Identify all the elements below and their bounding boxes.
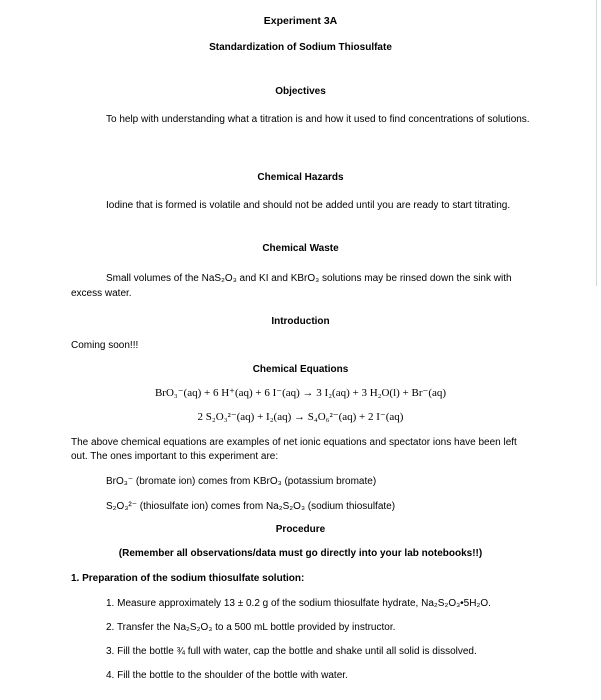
objectives-text: To help with understanding what a titration is and how it used to find concentrations of solutions. [106, 114, 530, 125]
equations-note-line2: out. The ones important to this experiment are: [71, 451, 279, 462]
equation-thiosulfate-iodine: 2 S₂O₃²⁻(aq) + I₂(aq) → S₄O₆²⁻(aq) + 2 I⁻(aq) [197, 411, 404, 423]
document-title: Experiment 3A [263, 15, 338, 27]
procedure-step: 4. Fill the bottle to the shoulder of the bottle with water. [106, 670, 348, 681]
procedure-section-1: 1. Preparation of the sodium thiosulfate solution: [71, 573, 305, 584]
equations-note-line1: The above chemical equations are examples of net ionic equations and spectator ions have been left [71, 437, 517, 448]
waste-heading: Chemical Waste [262, 243, 339, 254]
ion-bromate: BrO₃⁻ (bromate ion) comes from KBrO₃ (potassium bromate) [106, 476, 377, 487]
introduction-text: Coming soon!!! [71, 340, 139, 351]
hazards-text: Iodine that is formed is volatile and should not be added until you are ready to start titrating. [106, 200, 511, 211]
procedure-step: 3. Fill the bottle ¾ full with water, cap the bottle and shake until all solid is dissolved. [106, 646, 477, 657]
waste-text-line1: Small volumes of the NaS₂O₃ and KI and KBrO₃ solutions may be rinsed down the sink with [106, 273, 512, 284]
procedure-step: 1. Measure approximately 13 ± 0.2 g of the sodium thiosulfate hydrate, Na₂S₂O₃•5H₂O. [106, 598, 491, 609]
introduction-heading: Introduction [271, 316, 330, 327]
equation-bromate-iodide: BrO₃⁻(aq) + 6 H⁺(aq) + 6 I⁻(aq) → 3 I₂(aq) + 3 H₂O(l) + Br⁻(aq) [154, 387, 447, 399]
hazards-heading: Chemical Hazards [257, 172, 344, 183]
waste-text-line2: excess water. [71, 288, 132, 299]
objectives-heading: Objectives [275, 86, 326, 97]
document-subtitle: Standardization of Sodium Thiosulfate [209, 42, 392, 53]
equations-heading: Chemical Equations [252, 364, 349, 375]
procedure-step: 2. Transfer the Na₂S₂O₃ to a 500 mL bottle provided by instructor. [106, 622, 396, 633]
procedure-reminder: (Remember all observations/data must go directly into your lab notebooks!!) [118, 548, 483, 559]
procedure-heading: Procedure [275, 524, 326, 535]
ion-thiosulfate: S₂O₃²⁻ (thiosulfate ion) comes from Na₂S₂O₃ (sodium thiosulfate) [106, 501, 396, 512]
